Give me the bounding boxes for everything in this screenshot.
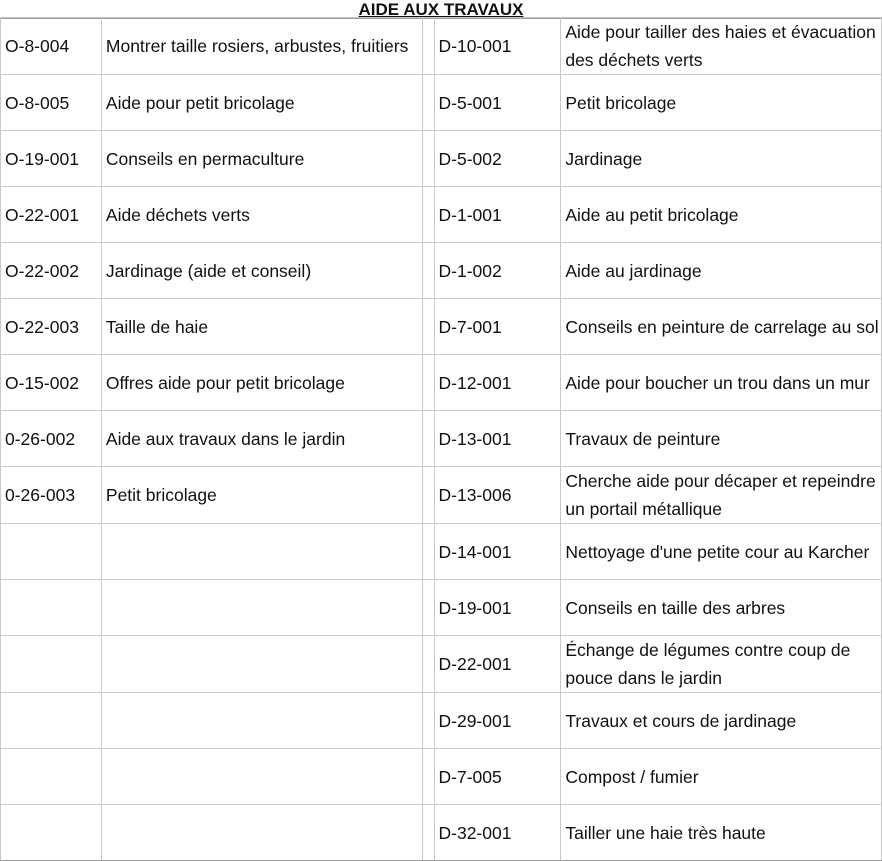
right-description-cell: Échange de légumes contre coup de pouce dans le jardin (561, 636, 882, 693)
left-description-cell (101, 580, 422, 636)
right-description-cell: Aide pour tailler des haies et évacuation des déchets verts (561, 18, 882, 75)
right-description-cell: Tailler une haie très haute (561, 805, 882, 861)
left-description-cell: Aide déchets verts (101, 187, 422, 243)
left-code-cell: O-19-001 (1, 131, 102, 187)
table-row (1, 411, 882, 467)
column-gap (422, 693, 434, 749)
right-description-cell: Travaux et cours de jardinage (561, 693, 882, 749)
right-code-cell: D-29-001 (434, 693, 561, 749)
left-description-cell: Petit bricolage (101, 467, 422, 524)
column-gap (422, 749, 434, 805)
column-gap (422, 805, 434, 861)
aide-table (0, 17, 882, 861)
page-title: AIDE AUX TRAVAUX (0, 0, 882, 19)
right-code-cell: D-10-001 (434, 18, 561, 75)
column-gap (422, 243, 434, 299)
table-row (1, 749, 882, 805)
left-description-cell (101, 524, 422, 580)
column-gap (422, 467, 434, 524)
left-code-cell: 0-26-003 (1, 467, 102, 524)
table-row (1, 467, 882, 524)
table-row (1, 18, 882, 75)
right-code-cell: D-19-001 (434, 580, 561, 636)
table-body (1, 18, 882, 861)
left-code-cell (1, 580, 102, 636)
right-description-cell: Aide au petit bricolage (561, 187, 882, 243)
table-row (1, 299, 882, 355)
table-row (1, 187, 882, 243)
right-code-cell: D-1-002 (434, 243, 561, 299)
right-description-cell: Travaux de peinture (561, 411, 882, 467)
right-description-cell: Compost / fumier (561, 749, 882, 805)
table-row (1, 131, 882, 187)
left-code-cell: O-8-005 (1, 75, 102, 131)
left-code-cell: O-15-002 (1, 355, 102, 411)
column-gap (422, 187, 434, 243)
left-description-cell: Jardinage (aide et conseil) (101, 243, 422, 299)
column-gap (422, 411, 434, 467)
right-code-cell: D-13-001 (434, 411, 561, 467)
column-gap (422, 75, 434, 131)
table-row (1, 355, 882, 411)
left-description-cell (101, 805, 422, 861)
right-code-cell: D-7-005 (434, 749, 561, 805)
table-row (1, 243, 882, 299)
left-description-cell: Conseils en permaculture (101, 131, 422, 187)
right-code-cell: D-22-001 (434, 636, 561, 693)
left-description-cell (101, 693, 422, 749)
left-code-cell: O-22-003 (1, 299, 102, 355)
right-code-cell: D-5-001 (434, 75, 561, 131)
column-gap (422, 18, 434, 75)
table-row (1, 75, 882, 131)
left-code-cell (1, 636, 102, 693)
right-description-cell: Aide pour boucher un trou dans un mur (561, 355, 882, 411)
right-code-cell: D-32-001 (434, 805, 561, 861)
table-row (1, 524, 882, 580)
right-description-cell: Conseils en peinture de carrelage au sol (561, 299, 882, 355)
left-description-cell: Offres aide pour petit bricolage (101, 355, 422, 411)
table-row (1, 636, 882, 693)
table-row (1, 580, 882, 636)
left-code-cell (1, 749, 102, 805)
right-code-cell: D-1-001 (434, 187, 561, 243)
right-description-cell: Jardinage (561, 131, 882, 187)
left-description-cell (101, 636, 422, 693)
column-gap (422, 131, 434, 187)
left-description-cell: Aide aux travaux dans le jardin (101, 411, 422, 467)
left-description-cell: Aide pour petit bricolage (101, 75, 422, 131)
right-description-cell: Cherche aide pour décaper et repeindre un portail métallique (561, 467, 882, 524)
column-gap (422, 355, 434, 411)
right-description-cell: Aide au jardinage (561, 243, 882, 299)
table-row (1, 805, 882, 861)
right-code-cell: D-7-001 (434, 299, 561, 355)
left-code-cell (1, 524, 102, 580)
column-gap (422, 636, 434, 693)
right-description-cell: Nettoyage d'une petite cour au Karcher (561, 524, 882, 580)
left-description-cell: Montrer taille rosiers, arbustes, fruitiers (101, 18, 422, 75)
left-description-cell: Taille de haie (101, 299, 422, 355)
left-code-cell (1, 805, 102, 861)
right-code-cell: D-14-001 (434, 524, 561, 580)
left-code-cell (1, 693, 102, 749)
left-description-cell (101, 749, 422, 805)
column-gap (422, 580, 434, 636)
right-code-cell: D-5-002 (434, 131, 561, 187)
left-code-cell: O-8-004 (1, 18, 102, 75)
right-description-cell: Conseils en taille des arbres (561, 580, 882, 636)
column-gap (422, 524, 434, 580)
left-code-cell: O-22-001 (1, 187, 102, 243)
left-code-cell: 0-26-002 (1, 411, 102, 467)
right-description-cell: Petit bricolage (561, 75, 882, 131)
column-gap (422, 299, 434, 355)
right-code-cell: D-13-006 (434, 467, 561, 524)
table-row (1, 693, 882, 749)
left-code-cell: O-22-002 (1, 243, 102, 299)
right-code-cell: D-12-001 (434, 355, 561, 411)
